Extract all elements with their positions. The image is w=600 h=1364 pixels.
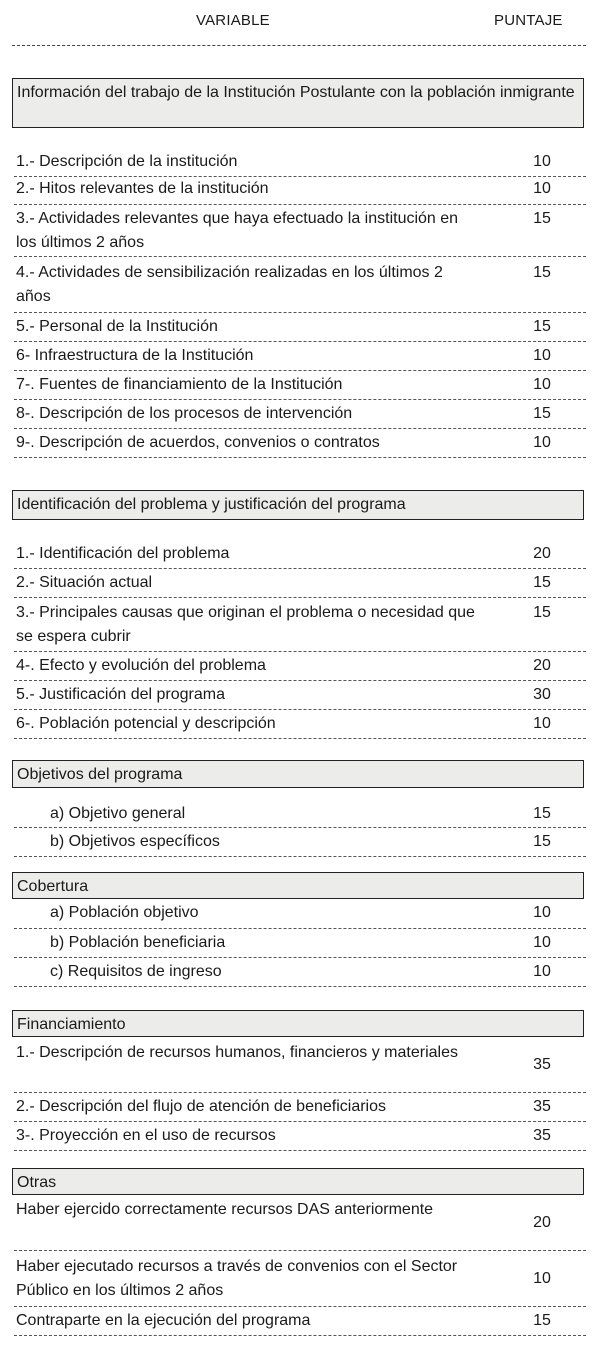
- table-row: [14, 1307, 586, 1336]
- row-score: 15: [533, 833, 551, 850]
- table-row: [14, 1251, 586, 1307]
- row-score: 35: [533, 1098, 551, 1115]
- section-title-others: Otras: [12, 1168, 584, 1195]
- table-row: [14, 800, 586, 828]
- table-row: [14, 958, 586, 987]
- row-label: 2.- Situación actual: [16, 574, 153, 591]
- section-title-coverage: Cobertura: [12, 872, 584, 899]
- row-score: 10: [533, 153, 551, 170]
- table-row: [14, 598, 586, 652]
- table-row: [14, 652, 586, 681]
- row-score: 10: [533, 963, 551, 980]
- row-score: 15: [533, 805, 551, 822]
- row-label: 5.- Personal de la Institución: [16, 318, 218, 335]
- row-label: 9-. Descripción de acuerdos, convenios o contratos: [16, 434, 380, 451]
- row-label: 4.- Actividades de sensibilización realizadas en los últimos 2 años: [16, 264, 443, 305]
- table-row: [14, 429, 586, 458]
- table-row: [14, 177, 586, 205]
- table-row: [14, 1122, 586, 1151]
- row-label: 1.- Descripción de recursos humanos, financieros y materiales: [16, 1044, 458, 1061]
- row-score: 35: [533, 1127, 551, 1144]
- table-row: [14, 1195, 586, 1251]
- table-header: [0, 6, 600, 36]
- row-label: 4-. Efecto y evolución del problema: [16, 657, 266, 674]
- row-label: a) Población objetivo: [50, 904, 199, 921]
- row-label: 2.- Hitos relevantes de la institución: [16, 180, 269, 197]
- table-row: [14, 929, 586, 958]
- row-score: 15: [533, 574, 551, 591]
- table-row: [14, 681, 586, 710]
- row-score: 15: [533, 210, 551, 227]
- table-row: [14, 710, 586, 739]
- table-row: [14, 828, 586, 857]
- score-column-header: PUNTAJE: [494, 12, 563, 29]
- row-score: 15: [533, 264, 551, 281]
- row-label: 3.- Principales causas que originan el problema o necesidad que se espera cubrir: [16, 604, 475, 645]
- row-label: 3-. Proyección en el uso de recursos: [16, 1127, 276, 1144]
- table-row: [14, 257, 586, 313]
- table-row: [14, 205, 586, 257]
- row-label: a) Objetivo general: [50, 805, 186, 822]
- table-row: [14, 313, 586, 342]
- row-score: 15: [533, 1312, 551, 1329]
- row-score: 15: [533, 318, 551, 335]
- row-label: 5.- Justificación del programa: [16, 686, 225, 703]
- row-label: Haber ejercido correctamente recursos DAS anteriormente: [16, 1201, 434, 1218]
- row-score: 30: [533, 686, 551, 703]
- row-label: 1.- Identificación del problema: [16, 545, 230, 562]
- row-score: 10: [533, 376, 551, 393]
- section-title-problem: Identificación del problema y justificación del programa: [12, 490, 584, 520]
- row-score: 20: [533, 545, 551, 562]
- row-score: 10: [533, 904, 551, 921]
- row-score: 35: [533, 1056, 551, 1073]
- section-title-financing: Financiamiento: [12, 1010, 584, 1037]
- section-title-objectives: Objetivos del programa: [12, 760, 584, 788]
- row-label: 6- Infraestructura de la Institución: [16, 347, 254, 364]
- row-score: 10: [533, 434, 551, 451]
- row-label: Haber ejecutado recursos a través de convenios con el Sector Público en los últimos 2 años: [16, 1258, 458, 1299]
- row-score: 10: [533, 1270, 551, 1287]
- row-score: 15: [533, 405, 551, 422]
- table-row: [14, 342, 586, 371]
- table-row: [14, 569, 586, 598]
- table-row: [14, 1037, 586, 1093]
- row-label: 6-. Población potencial y descripción: [16, 715, 276, 732]
- table-row: [14, 371, 586, 400]
- row-label: Contraparte en la ejecución del programa: [16, 1312, 311, 1329]
- table-row: [14, 150, 586, 177]
- row-label: b) Objetivos específicos: [50, 833, 220, 850]
- row-score: 10: [533, 934, 551, 951]
- table-row: [14, 400, 586, 429]
- row-label: b) Población beneficiaria: [50, 934, 226, 951]
- row-label: 8-. Descripción de los procesos de intervención: [16, 405, 353, 422]
- row-label: 1.- Descripción de la institución: [16, 153, 238, 170]
- row-label: 2.- Descripción del flujo de atención de beneficiarios: [16, 1098, 386, 1115]
- table-row: [14, 899, 586, 929]
- row-score: 20: [533, 1214, 551, 1231]
- row-score: 15: [533, 604, 551, 621]
- table-row: [14, 1093, 586, 1122]
- section-title-institution: Información del trabajo de la Institución Postulante con la población inmigrante: [12, 78, 584, 128]
- row-score: 10: [533, 715, 551, 732]
- row-score: 20: [533, 657, 551, 674]
- row-label: c) Requisitos de ingreso: [50, 963, 222, 980]
- row-score: 10: [533, 180, 551, 197]
- row-label: 7-. Fuentes de financiamiento de la Institución: [16, 376, 343, 393]
- variable-column-header: VARIABLE: [196, 12, 270, 29]
- table-row: [14, 542, 586, 569]
- row-score: 10: [533, 347, 551, 364]
- header-divider: [12, 45, 586, 46]
- row-label: 3.- Actividades relevantes que haya efectuado la institución en los últimos 2 años: [16, 210, 459, 251]
